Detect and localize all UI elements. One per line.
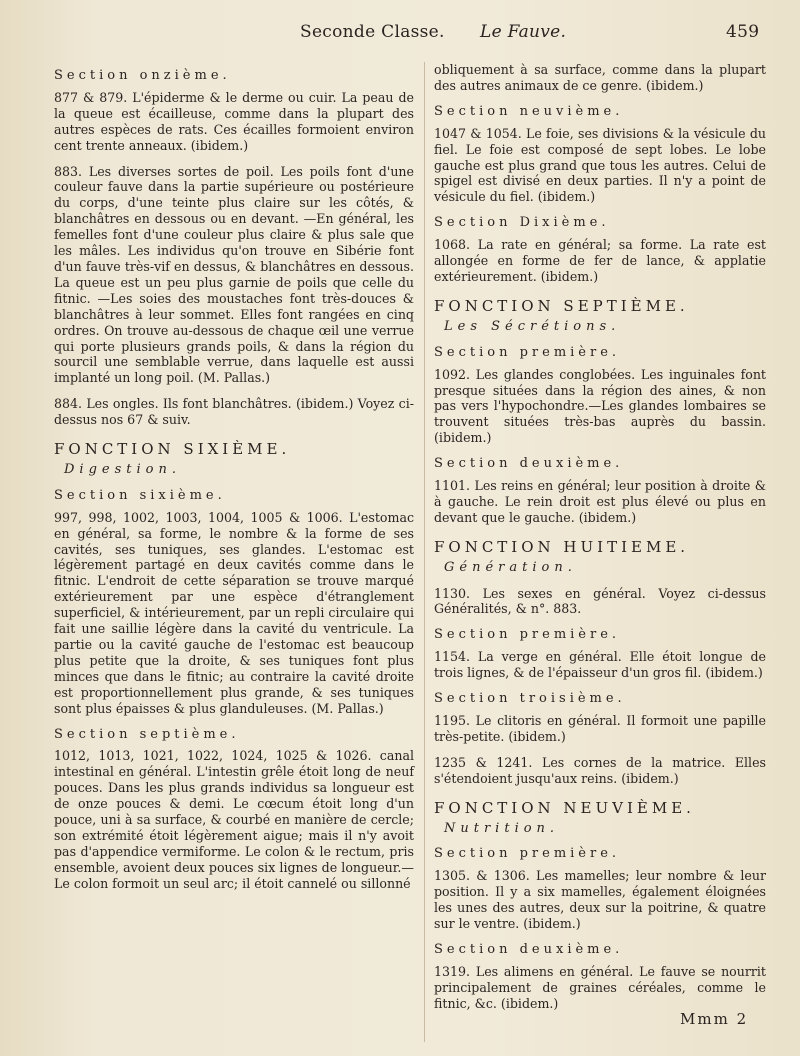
paragraph: 883. Les diverses sortes de poil. Les poils font d'une couleur fauve dans la partie supérieure ou postérieure du corps, d'une teinte plus claire sur les côtés, & blanchâtres en dessous ou en devant. —En général, les femelles font d'une couleur plus claire & plus sale que les mâles. Les individus qu'on trouve en Sibérie font d'un fauve très-vif en dessus, & blanchâtres en dessous. La queue est un peu plus garnie de poils que celle du fitnic. —Les soies des moustaches font très-douces & blanchâtres à leur sommet. Elles font rangées en cinq ordres. On trouve au-dessous de chaque œil une verrue qui porte plusieurs grands poils, & dans la région du sourcil une semblable verrue, dans laquelle est aussi implanté un long poil. (M. Pallas.): [54, 163, 414, 386]
paragraph: 1195. Le clitoris en général. Il formoit une papille très-petite. (ibidem.): [434, 713, 766, 744]
paragraph: obliquement à sa surface, comme dans la plupart des autres animaux de ce genre. (ibidem.): [434, 62, 766, 93]
section-heading: Section deuxième.: [434, 941, 624, 957]
section-heading: Section troisième.: [434, 691, 626, 707]
sub-heading: Génération.: [444, 559, 577, 575]
sub-heading: Digestion.: [64, 461, 181, 477]
page-number: 459: [726, 22, 760, 42]
sub-heading: Nutrition.: [444, 820, 560, 836]
paragraph: 1101. Les reins en général; leur position à droite & à gauche. Le rein droit est plus élevé ou plus en devant que le gauche. (ibidem.): [434, 478, 766, 525]
paragraph: 1068. La rate en général; sa forme. La rate est allongée en forme de fer de lance, & applatie extérieurement. (ibidem.): [434, 237, 766, 284]
section-heading: Section sixième.: [54, 487, 226, 503]
signature-mark: Mmm 2: [680, 1010, 749, 1028]
paragraph: 1235 & 1241. Les cornes de la matrice. Elles s'étendoient jusqu'aux reins. (ibidem.): [434, 754, 766, 786]
section-heading: Section première.: [434, 846, 621, 862]
animal-title: Le Fauve.: [480, 22, 567, 42]
function-heading: FONCTION HUITIEME.: [434, 537, 690, 556]
section-heading: Section Dixième.: [434, 215, 610, 231]
column-divider: [424, 62, 425, 1042]
running-header: [0, 18, 800, 48]
section-heading: Section neuvième.: [434, 103, 624, 119]
paragraph: 1305. & 1306. Les mamelles; leur nombre & leur position. Il y a six mamelles, également éloignées les unes des autres, deux sur la poitrine, & quatre sur le ventre. (ibidem.): [434, 868, 766, 932]
paragraph: 997, 998, 1002, 1003, 1004, 1005 & 1006. L'estomac en général, sa forme, le nombre & la forme de ses cavités, ses tuniques, ses glandes. L'estomac est légèrement partagé en deux cavités comme dans le fitnic. L'endroit de cette séparation se trouve marqué extérieurement par une espèce d'étranglement superficiel, & intérieurement, par un repli circulaire qui fait une saillie légère dans la cavité du ventricule. La partie ou la cavité gauche de l'estomac est beaucoup plus petite que la droite, & ses tuniques font plus minces que dans le fitnic; au contraire la cavité droite est proportionnellement plus grande, & ses tuniques sont plus épaisses & plus glanduleuses. (M. Pallas.): [54, 509, 414, 716]
paragraph: 1092. Les glandes conglobées. Les inguinales font presque situées dans la région des aines, & non pas vers l'hypochondre.—Les glandes lombaires se trouvent situées très-bas auprès du bassin. (ibidem.): [434, 366, 766, 446]
right-column: [434, 62, 766, 1022]
sub-heading: Les Sécrétions.: [444, 318, 621, 334]
class-title: Seconde Classe.: [300, 22, 445, 42]
section-heading: Section première.: [434, 627, 621, 643]
paragraph: 1319. Les alimens en général. Le fauve se nourrit principalement de graines céréales, comme le fitnic, &c. (ibidem.): [434, 963, 766, 1011]
paragraph: 877 & 879. L'épiderme & le derme ou cuir. La peau de la queue est écailleuse, comme dans la plupart des autres espèces de rats. Ces écailles formoient environ cent trente anneaux. (ibidem.): [54, 89, 414, 153]
function-heading: FONCTION NEUVIÈME.: [434, 798, 695, 817]
left-column: [54, 62, 414, 902]
section-heading: Section première.: [434, 344, 621, 360]
function-heading: FONCTION SIXIÈME.: [54, 440, 291, 459]
function-heading: FONCTION SEPTIÈME.: [434, 296, 689, 315]
section-heading: Section septième.: [54, 726, 240, 742]
paragraph: 884. Les ongles. Ils font blanchâtres. (ibidem.) Voyez ci-dessus nos 67 & suiv.: [54, 396, 414, 428]
paragraph: 1012, 1013, 1021, 1022, 1024, 1025 & 1026. canal intestinal en général. L'intestin grêle étoit long de neuf pouces. Dans les plus grands individus sa longueur est de onze pouces & demi. Le cœcum étoit long d'un pouce, uni à sa surface, & courbé en manière de cercle; son extrémité étoit légèrement aigue; mais il n'y avoit pas d'appendice vermiforme. Le colon & le rectum, pris ensemble, avoient deux pouces six lignes de longueur.—Le colon formoit un seul arc; il étoit cannelé ou sillonné: [54, 748, 414, 891]
section-heading: Section deuxième.: [434, 456, 624, 472]
paragraph: 1130. Les sexes en général. Voyez ci-dessus Généralités, & n°. 883.: [434, 585, 766, 617]
section-heading: Section onzième.: [54, 68, 231, 83]
paragraph: 1047 & 1054. Le foie, ses divisions & la vésicule du fiel. Le foie est composé de sept lobes. Le lobe gauche est plus grand que tous les autres. Celui de spigel est divisé en deux parties. Il n'y a point de vésicule du fiel. (ibidem.): [434, 125, 766, 205]
paragraph: 1154. La verge en général. Elle étoit longue de trois lignes, & de l'épaisseur d'un gros fil. (ibidem.): [434, 649, 766, 681]
